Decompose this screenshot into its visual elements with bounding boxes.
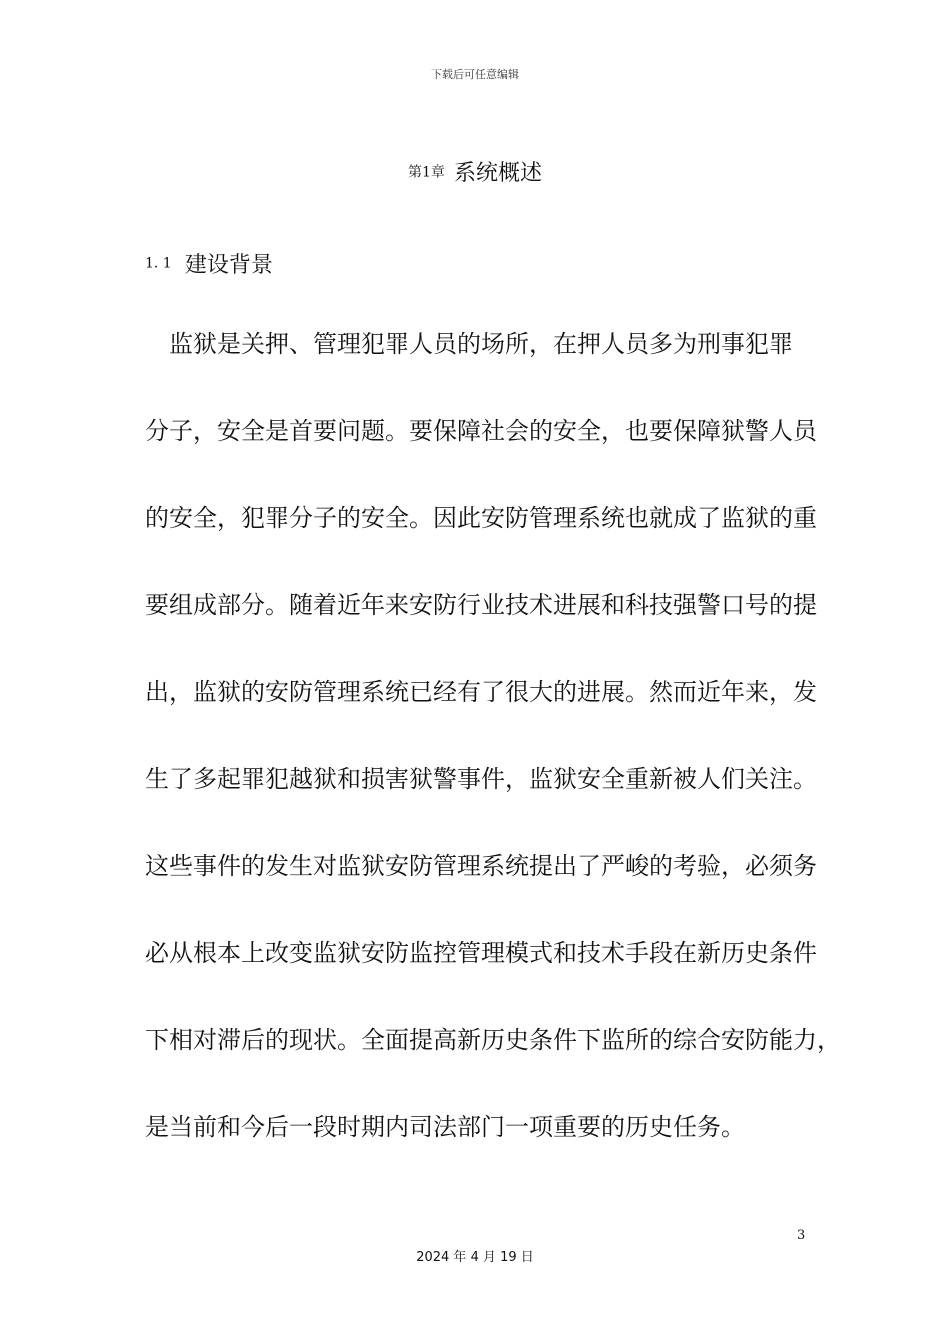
section-name: 建设背景 [184, 253, 273, 278]
paragraph-line: 出，监狱的安防管理系统已经有了很大的进展。然而近年来，发 [145, 678, 817, 706]
section-heading [145, 248, 273, 279]
footer-date: 2024 年 4 月 19 日 [416, 1250, 534, 1265]
paragraph-line: 的安全，犯罪分子的安全。因此安防管理系统也就成了监狱的重 [145, 504, 817, 532]
paragraph-line: 生了多起罪犯越狱和损害狱警事件，监狱安全重新被人们关注。 [145, 765, 817, 793]
paragraph-line: 分子，安全是首要问题。要保障社会的安全，也要保障狱警人员 [145, 417, 817, 445]
header-note: 下载后可任意编辑 [431, 68, 519, 81]
paragraph-line: 要组成部分。随着近年来安防行业技术进展和科技强警口号的提 [145, 591, 817, 619]
paragraph-line: 是当前和今后一段时期内司法部门一项重要的历史任务。 [145, 1113, 745, 1141]
page-number: 3 [797, 1228, 806, 1243]
chapter-name: 系统概述 [454, 161, 543, 186]
chapter-title [0, 156, 950, 187]
paragraph-line: 监狱是关押、管理犯罪人员的场所，在押人员多为刑事犯罪 [145, 330, 793, 358]
section-number: 1. 1 [145, 255, 172, 272]
paragraph-line: 下相对滞后的现状。全面提高新历史条件下监所的综合安防能力， [145, 1026, 841, 1054]
paragraph-line: 必从根本上改变监狱安防监控管理模式和技术手段在新历史条件 [145, 939, 817, 967]
chapter-number: 第1章 [407, 164, 445, 181]
paragraph-line: 这些事件的发生对监狱安防管理系统提出了严峻的考验，必须务 [145, 852, 817, 880]
